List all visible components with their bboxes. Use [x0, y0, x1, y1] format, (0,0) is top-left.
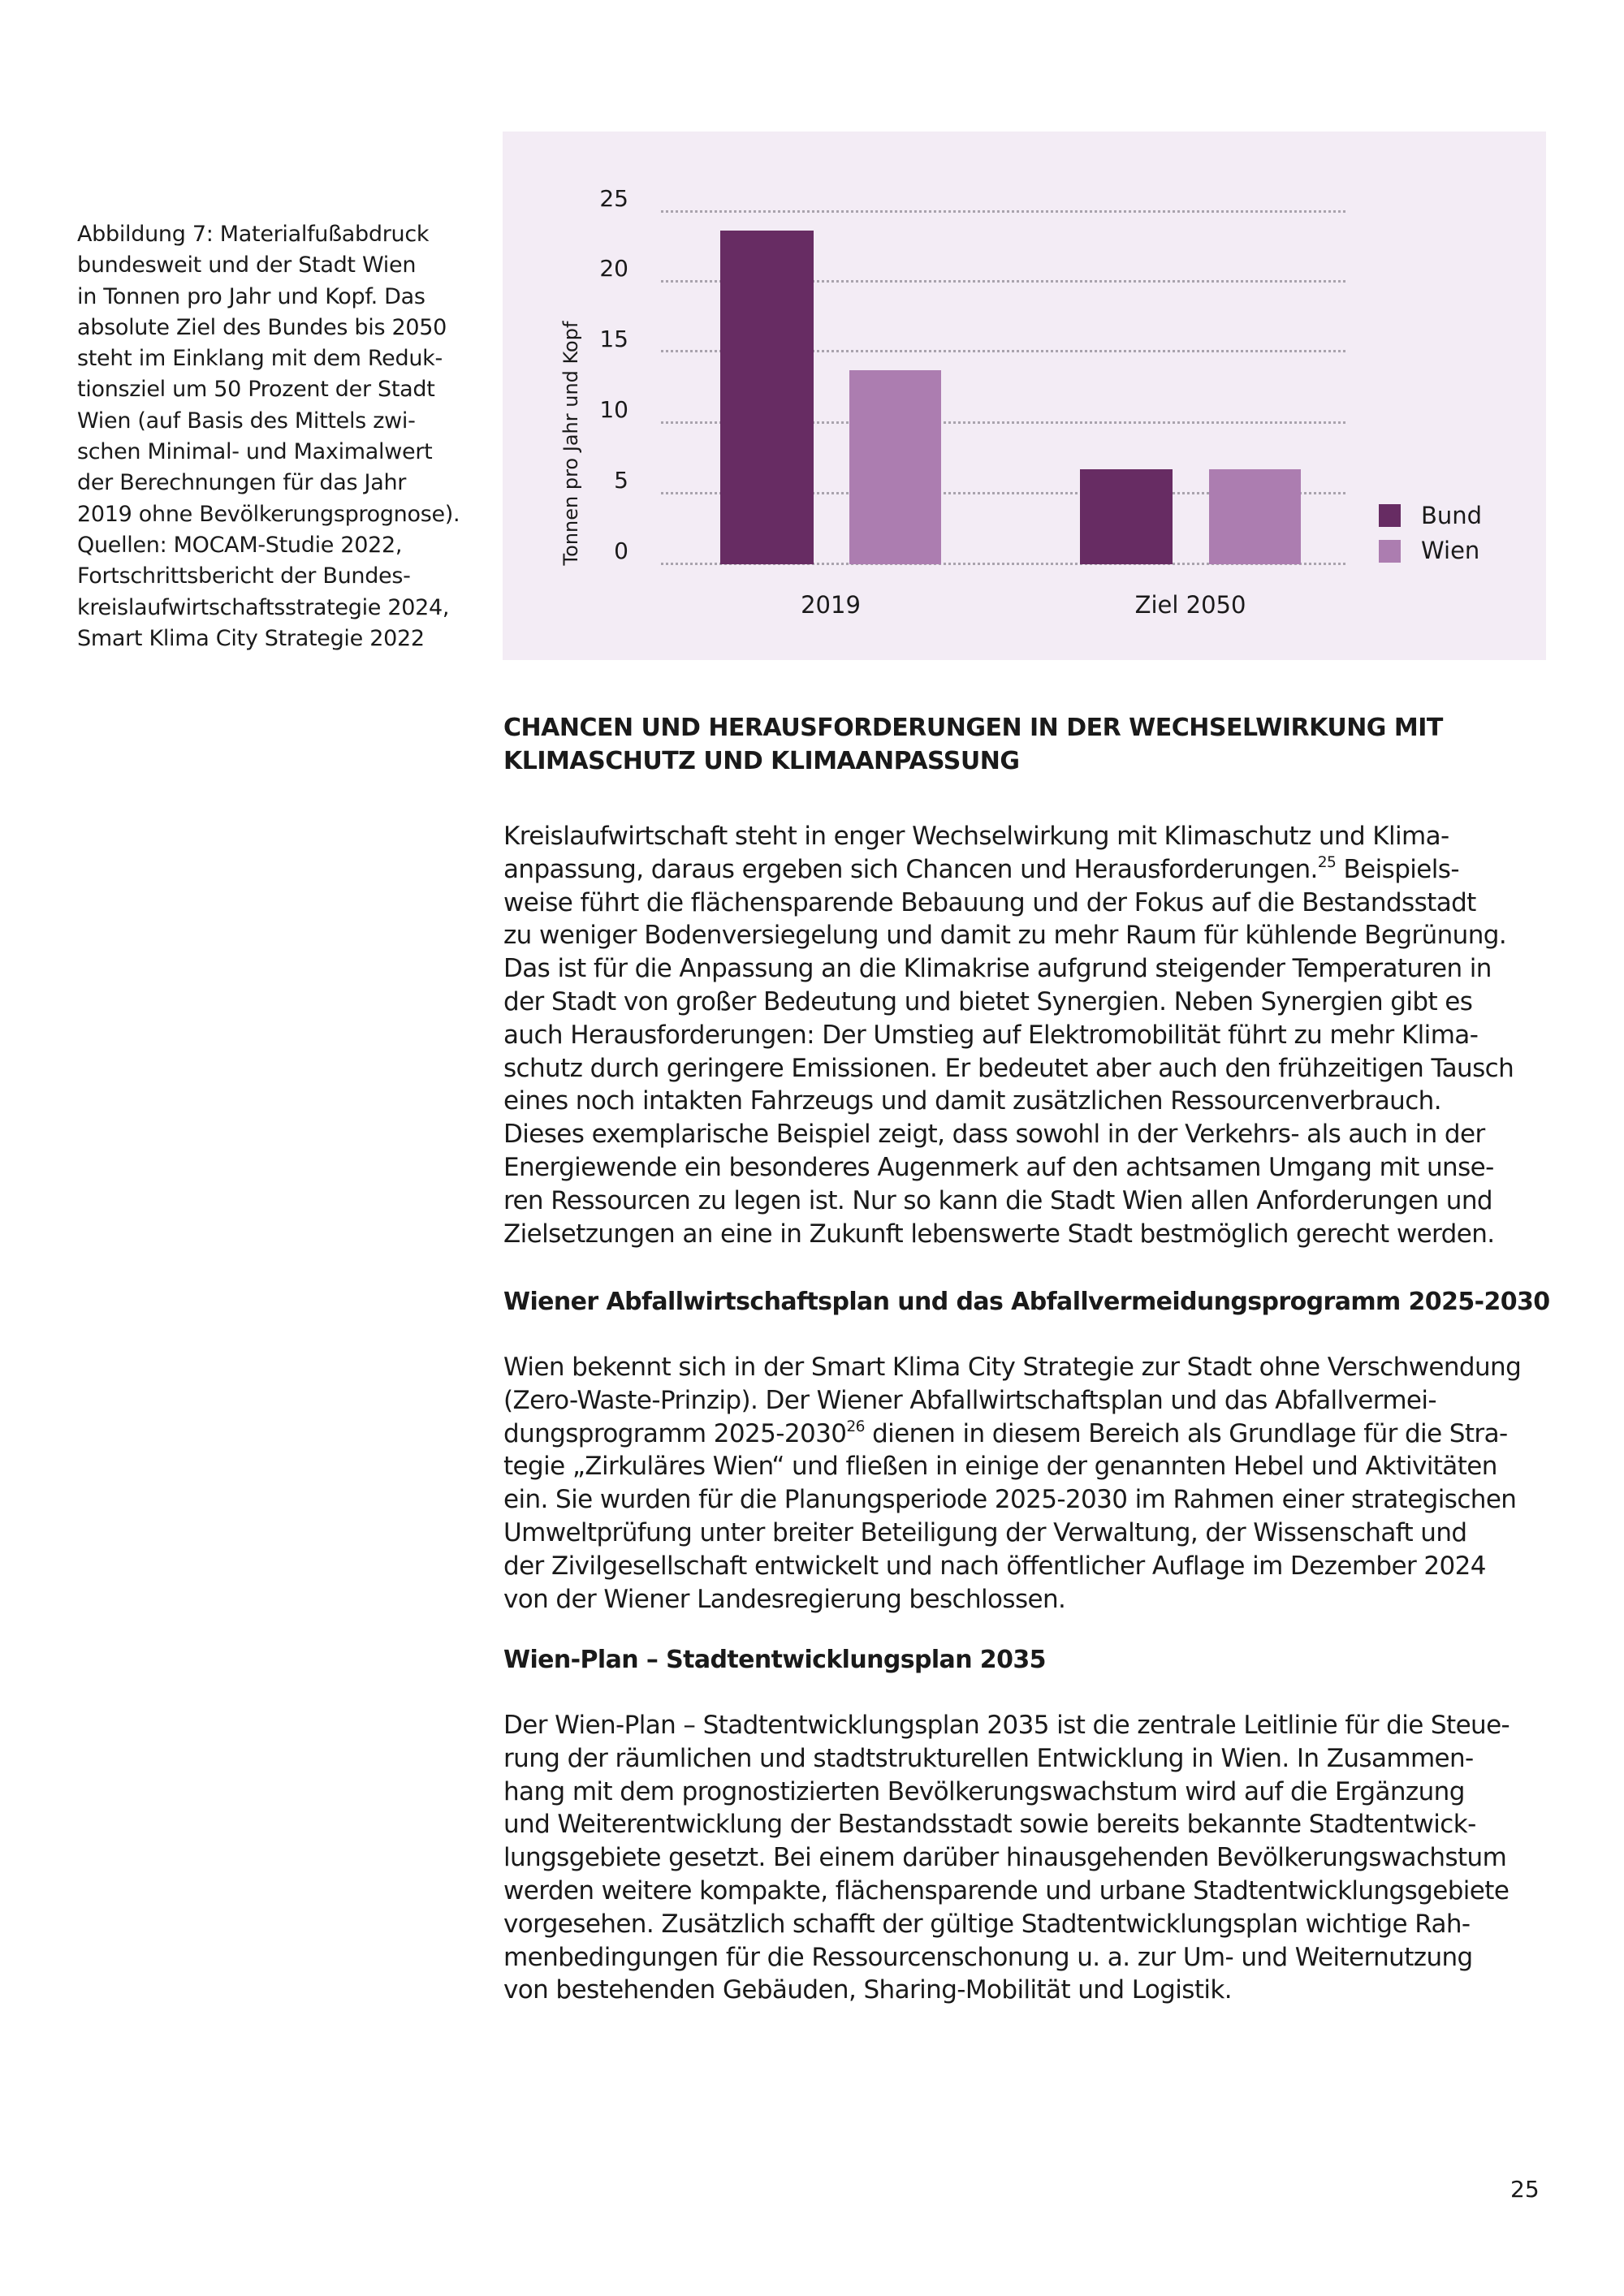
text-line: Das ist für die Anpassung an die Klimakrise aufgrund steigender Temperaturen in: [503, 954, 1492, 984]
text-line: Zielsetzungen an eine in Zukunft lebenswerte Stadt bestmöglich gerecht werden.: [503, 1219, 1495, 1249]
paragraph-wien-plan: [503, 1709, 1575, 2007]
legend-label-bund: Bund: [1421, 502, 1483, 529]
caption-line: absolute Ziel des Bundes bis 2050: [77, 314, 447, 340]
text-line: Der Wien-Plan – Stadtentwicklungsplan 2035 ist die zentrale Leitlinie für die Steue-: [503, 1711, 1510, 1740]
caption-line: Quellen: MOCAM-Studie 2022,: [77, 532, 403, 558]
text-line: weise führt die flächensparende Bebauung und der Fokus auf die Bestandsstadt: [503, 887, 1476, 917]
text-line: von bestehenden Gebäuden, Sharing-Mobilität und Logistik.: [503, 1975, 1232, 2005]
text-line: ein. Sie wurden für die Planungsperiode 2025-2030 im Rahmen einer strategischen: [503, 1485, 1517, 1515]
y-tick: 25: [599, 185, 628, 212]
caption-line: in Tonnen pro Jahr und Kopf. Das: [77, 283, 425, 309]
caption-line: bundesweit und der Stadt Wien: [77, 252, 417, 278]
bar-wien-2050: [1209, 469, 1301, 564]
text-line: und Weiterentwicklung der Bestandsstadt sowie bereits bekannte Stadtentwick-: [503, 1810, 1476, 1840]
x-category-2019: 2019: [801, 591, 861, 619]
text-line: Umweltprüfung unter breiter Beteiligung der Verwaltung, der Wissenschaft und: [503, 1517, 1467, 1547]
y-tick: 10: [599, 396, 628, 423]
figure-caption: [77, 219, 467, 654]
x-category-ziel-2050: Ziel 2050: [1134, 591, 1246, 619]
text-line: [503, 1418, 1575, 1451]
text-line: rung der räumlichen und stadtstrukturellen Entwicklung in Wien. In Zusammen-: [503, 1743, 1474, 1773]
caption-line: schen Minimal- und Maximalwert: [77, 439, 433, 465]
caption-line: Abbildung 7: Materialfußabdruck: [77, 222, 430, 247]
text-line: werden weitere kompakte, flächensparende und urbane Stadtentwicklungsgebiete: [503, 1875, 1510, 1905]
text-line: (Zero-Waste-Prinzip). Der Wiener Abfallwirtschaftsplan und das Abfallvermei-: [503, 1385, 1437, 1415]
text-segment: dungsprogramm 2025-2030: [503, 1418, 847, 1448]
bar-bund-2019: [720, 231, 814, 564]
y-tick: 20: [599, 255, 628, 282]
paragraph-chancen: [503, 820, 1575, 1250]
text-line: Energiewende ein besonderes Augenmerk auf den achtsamen Umgang mit unse-: [503, 1152, 1494, 1182]
footnote-ref-25[interactable]: 25: [1317, 853, 1337, 871]
text-line: [503, 853, 1575, 887]
footnote-ref-26[interactable]: 26: [846, 1418, 865, 1435]
paragraph-abfallwirtschaftsplan: [503, 1351, 1575, 1616]
gridline-25: [661, 210, 1345, 213]
y-axis-label: Tonnen pro Jahr und Kopf: [559, 321, 582, 566]
section-heading: [503, 711, 1575, 778]
section-heading-line: CHANCEN UND HERAUSFORDERUNGEN IN DER WECHSELWIRKUNG MIT: [503, 714, 1443, 742]
page-number: 25: [1510, 2176, 1540, 2203]
subheading-abfallwirtschaftsplan: Wiener Abfallwirtschaftsplan und das Abfallvermeidungsprogramm 2025-2030: [503, 1288, 1550, 1316]
text-segment: anpassung, daraus ergeben sich Chancen und Herausforderungen.: [503, 854, 1318, 884]
bar-wien-2019: [849, 370, 941, 564]
text-line: auch Herausforderungen: Der Umstieg auf Elektromobilität führt zu mehr Klima-: [503, 1020, 1479, 1050]
text-line: der Stadt von großer Bedeutung und bietet Synergien. Neben Synergien gibt es: [503, 986, 1473, 1016]
subheading-wien-plan: Wien-Plan – Stadtentwicklungsplan 2035: [503, 1646, 1046, 1674]
text-line: ren Ressourcen zu legen ist. Nur so kann die Stadt Wien allen Anforderungen und: [503, 1185, 1492, 1215]
text-line: vorgesehen. Zusätzlich schafft der gültige Stadtentwicklungsplan wichtige Rah-: [503, 1909, 1471, 1939]
text-segment: Beispiels-: [1336, 854, 1459, 884]
text-line: Wien bekennt sich in der Smart Klima City Strategie zur Stadt ohne Verschwendung: [503, 1353, 1522, 1382]
caption-line: Wien (auf Basis des Mittels zwi-: [77, 408, 416, 434]
legend-label-wien: Wien: [1421, 537, 1480, 564]
text-line: schutz durch geringere Emissionen. Er bedeutet aber auch den frühzeitigen Tausch: [503, 1053, 1514, 1083]
text-line: menbedingungen für die Ressourcenschonung u. a. zur Um- und Weiternutzung: [503, 1942, 1473, 1972]
text-line: tegie „Zirkuläres Wien“ und fließen in einige der genannten Hebel und Aktivitäten: [503, 1452, 1497, 1482]
y-tick: 0: [614, 537, 628, 564]
caption-line: tionsziel um 50 Prozent der Stadt: [77, 377, 435, 403]
text-line: von der Wiener Landesregierung beschlossen.: [503, 1584, 1066, 1614]
legend-swatch-bund: [1379, 504, 1401, 527]
text-line: der Zivilgesellschaft entwickelt und nach öffentlicher Auflage im Dezember 2024: [503, 1551, 1486, 1581]
caption-line: steht im Einklang mit dem Reduk-: [77, 346, 443, 372]
text-line: Kreislaufwirtschaft steht in enger Wechselwirkung mit Klimaschutz und Klima-: [503, 822, 1449, 851]
text-line: hang mit dem prognostizierten Bevölkerungswachstum wird auf die Ergänzung: [503, 1776, 1465, 1806]
caption-line: der Berechnungen für das Jahr: [77, 470, 407, 496]
text-line: zu weniger Bodenversiegelung und damit zu mehr Raum für kühlende Begrünung.: [503, 921, 1507, 951]
y-tick: 15: [599, 326, 628, 352]
legend-swatch-wien: [1379, 540, 1401, 563]
caption-line: kreislaufwirtschaftsstrategie 2024,: [77, 594, 450, 620]
text-segment: dienen in diesem Bereich als Grundlage für die Stra-: [864, 1418, 1508, 1448]
bar-bund-2050: [1080, 469, 1173, 564]
text-line: eines noch intakten Fahrzeugs und damit zusätzlichen Ressourcenverbrauch.: [503, 1086, 1441, 1116]
y-tick: 5: [614, 467, 628, 494]
section-heading-line: KLIMASCHUTZ UND KLIMAANPASSUNG: [503, 747, 1020, 775]
text-line: lungsgebiete gesetzt. Bei einem darüber hinausgehenden Bevölkerungswachstum: [503, 1843, 1507, 1873]
text-line: Dieses exemplarische Beispiel zeigt, dass sowohl in der Verkehrs- als auch in der: [503, 1120, 1485, 1150]
caption-line: Fortschrittsbericht der Bundes-: [77, 563, 411, 589]
caption-line: 2019 ohne Bevölkerungsprognose).: [77, 501, 460, 527]
caption-line: Smart Klima City Strategie 2022: [77, 625, 425, 651]
